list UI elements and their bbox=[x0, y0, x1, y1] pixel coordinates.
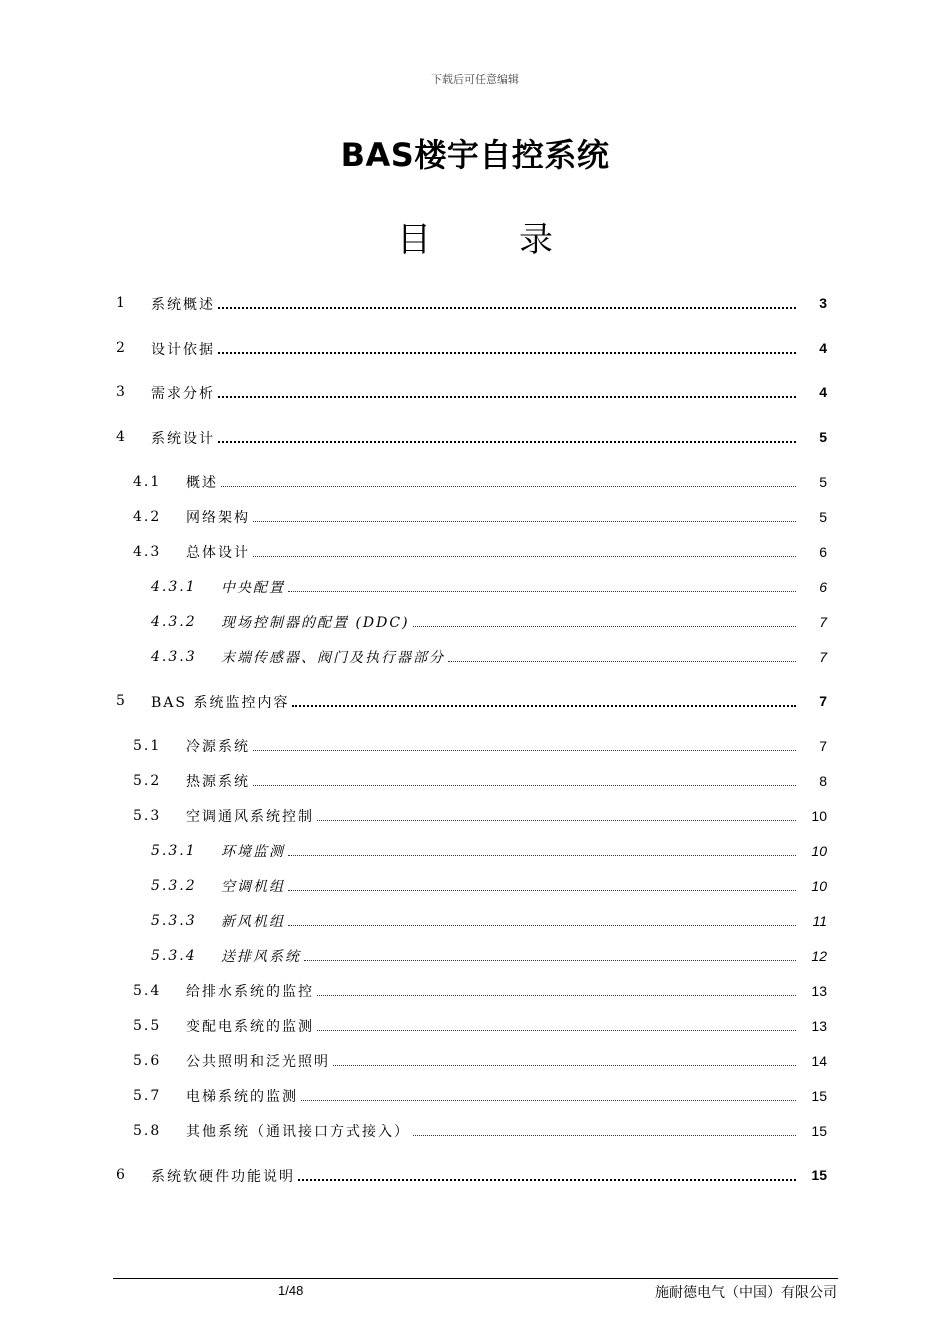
toc-entry-number: 6 bbox=[116, 1167, 127, 1183]
toc-entry-page: 7 bbox=[819, 738, 827, 754]
toc-entry-label: 送排风系统 bbox=[221, 949, 301, 965]
toc-dot-leader bbox=[317, 806, 796, 821]
toc-entry[interactable] bbox=[0, 542, 950, 562]
toc-dot-leader bbox=[253, 771, 796, 786]
toc-entry-label: 新风机组 bbox=[221, 914, 285, 930]
toc-entry-page: 12 bbox=[811, 948, 827, 964]
toc-entry[interactable] bbox=[0, 472, 950, 492]
toc-entry-leader bbox=[186, 507, 798, 528]
toc-entry[interactable] bbox=[0, 1016, 950, 1036]
toc-entry-leader bbox=[221, 876, 798, 897]
toc-entry-leader bbox=[186, 1086, 798, 1107]
toc-entry[interactable] bbox=[0, 736, 950, 756]
toc-entry-number: 5.3.4 bbox=[151, 948, 197, 964]
toc-heading bbox=[0, 212, 950, 261]
toc-entry-leader bbox=[186, 736, 798, 757]
toc-entry-number: 1 bbox=[116, 295, 127, 311]
toc-entry-number: 4.3.3 bbox=[151, 649, 197, 665]
toc-entry[interactable] bbox=[0, 1086, 950, 1106]
toc-entry-leader bbox=[151, 427, 798, 449]
toc-entry[interactable] bbox=[0, 293, 950, 313]
toc-entry-label: 冷源系统 bbox=[186, 739, 250, 755]
toc-entry-label: 中央配置 bbox=[221, 580, 285, 596]
toc-entry-label: 变配电系统的监测 bbox=[186, 1019, 314, 1035]
toc-entry-number: 5 bbox=[116, 693, 127, 709]
toc-entry-leader bbox=[151, 338, 798, 360]
toc-dot-leader bbox=[304, 946, 796, 961]
toc-dot-leader bbox=[448, 647, 796, 662]
toc-entry-label: 总体设计 bbox=[186, 545, 250, 561]
toc-entry[interactable] bbox=[0, 647, 950, 667]
toc-entry-page: 7 bbox=[819, 614, 827, 630]
toc-entry[interactable] bbox=[0, 946, 950, 966]
document-title: BAS楼宇自控系统 bbox=[340, 136, 610, 174]
toc-entry-leader bbox=[186, 1051, 798, 1072]
toc-entry-leader bbox=[151, 691, 798, 713]
toc-entry[interactable] bbox=[0, 427, 950, 447]
toc-entry-leader bbox=[186, 1016, 798, 1037]
toc-dot-leader bbox=[253, 736, 796, 751]
toc-dot-leader bbox=[298, 1165, 796, 1181]
toc-entry[interactable] bbox=[0, 691, 950, 711]
toc-entry[interactable] bbox=[0, 806, 950, 826]
toc-entry-leader bbox=[151, 293, 798, 315]
toc-entry-number: 5.1 bbox=[133, 738, 162, 754]
toc-entry-label: 系统概述 bbox=[151, 297, 215, 313]
toc-entry-leader bbox=[186, 981, 798, 1002]
toc-entry-label: 空调机组 bbox=[221, 879, 285, 895]
toc-entry[interactable] bbox=[0, 612, 950, 632]
toc-entry-leader bbox=[151, 382, 798, 404]
toc-entry-number: 5.6 bbox=[133, 1053, 162, 1069]
toc-dot-leader bbox=[218, 382, 796, 398]
toc-entry-leader bbox=[221, 841, 798, 862]
toc-entry-number: 5.5 bbox=[133, 1018, 162, 1034]
toc-entry-page: 7 bbox=[819, 693, 827, 709]
toc-entry-label: BAS 系统监控内容 bbox=[151, 695, 290, 711]
toc-entry-page: 10 bbox=[811, 843, 827, 859]
toc-entry-number: 5.4 bbox=[133, 983, 162, 999]
toc-entry-number: 5.7 bbox=[133, 1088, 162, 1104]
toc-entry-leader bbox=[221, 946, 798, 967]
toc-entry-page: 5 bbox=[819, 429, 827, 445]
toc-entry-page: 15 bbox=[811, 1123, 827, 1139]
toc-dot-leader bbox=[317, 1016, 796, 1031]
toc-entry-number: 2 bbox=[116, 340, 127, 356]
toc-entry[interactable] bbox=[0, 338, 950, 358]
toc-dot-leader bbox=[288, 876, 796, 891]
toc-entry-label: 网络架构 bbox=[186, 510, 250, 526]
toc-entry-leader bbox=[221, 612, 798, 633]
toc-entry-label: 现场控制器的配置 (DDC) bbox=[221, 615, 410, 631]
toc-entry-leader bbox=[221, 911, 798, 932]
toc-dot-leader bbox=[288, 911, 796, 926]
header-note: 下载后可任意编辑 bbox=[431, 73, 519, 86]
toc-entry[interactable] bbox=[0, 1121, 950, 1141]
toc-entry-page: 11 bbox=[812, 913, 827, 929]
toc-dot-leader bbox=[292, 691, 796, 707]
footer-divider bbox=[113, 1278, 838, 1279]
toc-entry-label: 环境监测 bbox=[221, 844, 285, 860]
toc-entry-leader bbox=[186, 806, 798, 827]
toc-dot-leader bbox=[218, 338, 796, 354]
toc-entry-leader bbox=[186, 771, 798, 792]
toc-entry[interactable] bbox=[0, 981, 950, 1001]
toc-entry[interactable] bbox=[0, 1051, 950, 1071]
toc-entry-page: 13 bbox=[811, 1018, 827, 1034]
toc-entry[interactable] bbox=[0, 507, 950, 527]
toc-entry-number: 5.3 bbox=[133, 808, 162, 824]
toc-entry-label: 给排水系统的监控 bbox=[186, 984, 314, 1000]
footer-page-indicator: 1/48 bbox=[278, 1283, 304, 1298]
toc-entry-label: 末端传感器、阀门及执行器部分 bbox=[221, 650, 445, 666]
toc-entry-number: 5.3.1 bbox=[151, 843, 197, 859]
toc-dot-leader bbox=[413, 1121, 796, 1136]
toc-entry-page: 6 bbox=[819, 579, 827, 595]
toc-entry-label: 其他系统（通讯接口方式接入） bbox=[186, 1124, 410, 1140]
toc-entry[interactable] bbox=[0, 1165, 950, 1185]
toc-entry-leader bbox=[186, 472, 798, 493]
toc-entry-page: 15 bbox=[811, 1088, 827, 1104]
toc-entry-page: 6 bbox=[819, 544, 827, 560]
toc-entry-page: 5 bbox=[819, 509, 827, 525]
toc-dot-leader bbox=[218, 293, 796, 309]
toc-entry-page: 3 bbox=[819, 295, 827, 311]
toc-entry-page: 4 bbox=[819, 340, 827, 356]
toc-heading-right: 录 bbox=[519, 220, 553, 260]
toc-dot-leader bbox=[288, 841, 796, 856]
toc-entry-number: 4.3.1 bbox=[151, 579, 197, 595]
toc-dot-leader bbox=[253, 542, 796, 557]
toc-entry-leader bbox=[221, 647, 798, 668]
toc-entry-label: 系统设计 bbox=[151, 431, 215, 447]
toc-dot-leader bbox=[221, 472, 796, 487]
toc-entry-label: 电梯系统的监测 bbox=[186, 1089, 298, 1105]
toc-entry[interactable] bbox=[0, 911, 950, 931]
toc-entry-page: 7 bbox=[819, 649, 827, 665]
toc-entry-number: 4.3 bbox=[133, 544, 162, 560]
toc-entry[interactable] bbox=[0, 382, 950, 402]
toc-entry-label: 设计依据 bbox=[151, 342, 215, 358]
toc-dot-leader bbox=[301, 1086, 796, 1101]
toc-entry-leader bbox=[151, 1165, 798, 1187]
toc-entry-page: 10 bbox=[811, 808, 827, 824]
footer-company: 施耐德电气（中国）有限公司 bbox=[655, 1285, 837, 1301]
toc-entry-page: 14 bbox=[811, 1053, 827, 1069]
toc-dot-leader bbox=[317, 981, 796, 996]
toc-entry-number: 5.2 bbox=[133, 773, 162, 789]
toc-entry[interactable] bbox=[0, 841, 950, 861]
toc-entry-label: 空调通风系统控制 bbox=[186, 809, 314, 825]
toc-entry-number: 4.3.2 bbox=[151, 614, 197, 630]
toc-entry-leader bbox=[221, 577, 798, 598]
toc-dot-leader bbox=[333, 1051, 796, 1066]
toc-entry-page: 5 bbox=[819, 474, 827, 490]
toc-dot-leader bbox=[218, 427, 796, 443]
toc-entry-label: 公共照明和泛光照明 bbox=[186, 1054, 330, 1070]
toc-entry[interactable] bbox=[0, 577, 950, 597]
toc-entry-label: 系统软硬件功能说明 bbox=[151, 1169, 295, 1185]
toc-entry-number: 3 bbox=[116, 384, 127, 400]
toc-entry[interactable] bbox=[0, 771, 950, 791]
toc-entry-number: 4.2 bbox=[133, 509, 162, 525]
toc-entry-leader bbox=[186, 1121, 798, 1142]
toc-entry-page: 15 bbox=[811, 1167, 827, 1183]
toc-entry-number: 5.3.2 bbox=[151, 878, 197, 894]
toc-entry[interactable] bbox=[0, 876, 950, 896]
toc-entry-number: 4.1 bbox=[133, 474, 162, 490]
toc-entry-label: 需求分析 bbox=[151, 386, 215, 402]
toc-entry-page: 13 bbox=[811, 983, 827, 999]
toc-entry-leader bbox=[186, 542, 798, 563]
toc-entry-label: 概述 bbox=[186, 475, 218, 491]
toc-dot-leader bbox=[413, 612, 796, 627]
toc-entry-number: 5.3.3 bbox=[151, 913, 197, 929]
toc-entry-page: 4 bbox=[819, 384, 827, 400]
toc-dot-leader bbox=[253, 507, 796, 522]
toc-entry-number: 5.8 bbox=[133, 1123, 162, 1139]
toc-entry-page: 10 bbox=[811, 878, 827, 894]
toc-heading-left: 目 bbox=[397, 220, 431, 260]
toc-entry-page: 8 bbox=[819, 773, 827, 789]
toc-dot-leader bbox=[288, 577, 796, 592]
toc-entry-number: 4 bbox=[116, 429, 127, 445]
toc-entry-label: 热源系统 bbox=[186, 774, 250, 790]
